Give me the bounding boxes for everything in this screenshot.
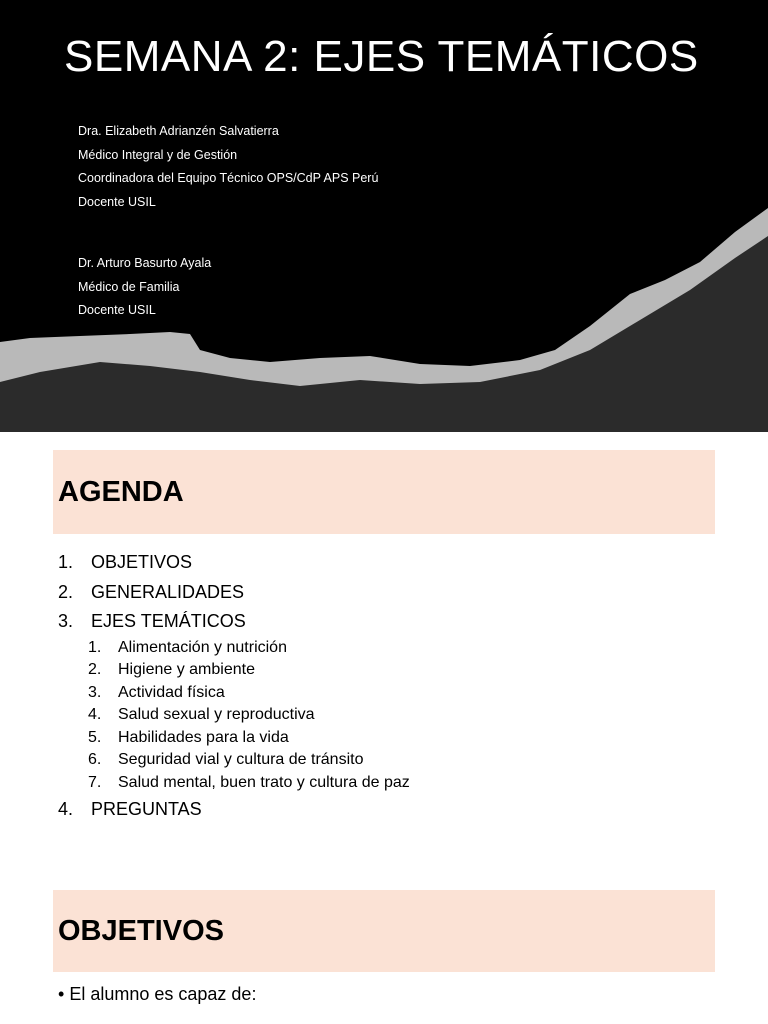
title-slide [0, 0, 768, 432]
agenda-subitem: 7. Salud mental, buen trato y cultura de paz [88, 774, 410, 792]
agenda-subitem: 4. Salud sexual y reproductiva [88, 706, 315, 724]
objetivos-heading: OBJETIVOS [58, 914, 224, 947]
agenda-item: 4. PREGUNTAS [58, 798, 202, 819]
agenda-heading: AGENDA [58, 475, 184, 508]
agenda-slide [0, 432, 768, 872]
agenda-subitem: 1. Alimentación y nutrición [88, 638, 287, 656]
objetivos-point [58, 984, 256, 1005]
author-2-affiliation: Docente USIL [78, 303, 156, 317]
author-2 [78, 252, 378, 323]
author-1-name: Dra. Elizabeth Adrianzén Salvatierra [78, 124, 279, 138]
agenda-subitem: 3. Actividad física [88, 683, 225, 701]
agenda-item: 2. GENERALIDADES [58, 581, 245, 602]
authors-block [78, 120, 378, 361]
agenda-subitem: 6. Seguridad vial y cultura de tránsito [88, 751, 364, 769]
slide-title: SEMANA 2: EJES TEMÁTICOS [64, 32, 699, 81]
agenda-subitem: 2. Higiene y ambiente [88, 661, 255, 679]
author-1-specialty: Médico Integral y de Gestión [78, 147, 238, 162]
agenda-item: 3. EJES TEMÁTICOS 1. Alimentación y nutrición 2. Higiene y ambiente 3. Actividad física 4. Salud sexual y reproductiva 5. Habilidades para la vida 6. Seguridad vial y cultura de tránsito 7. Salud mental, buen trato y cultura de paz [58, 607, 410, 795]
agenda-list [58, 548, 410, 824]
author-1-role: Coordinadora del Equipo Técnico OPS/CdP APS Perú [78, 171, 379, 185]
agenda-subitem: 5. Habilidades para la vida [88, 728, 289, 746]
agenda-item: 1. OBJETIVOS [58, 552, 193, 572]
author-2-name: Dr. Arturo Basurto Ayala [78, 256, 212, 270]
objetivos-slide [0, 872, 768, 1024]
author-1 [78, 120, 378, 214]
bullet-icon: • [58, 984, 65, 1004]
author-1-affiliation: Docente USIL [78, 194, 156, 209]
author-2-specialty: Médico de Familia [78, 279, 180, 294]
objetivos-header [53, 890, 715, 972]
agenda-header [53, 450, 715, 534]
objetivos-point-text: El alumno es capaz de: [69, 984, 257, 1004]
agenda-sublist [88, 637, 410, 795]
